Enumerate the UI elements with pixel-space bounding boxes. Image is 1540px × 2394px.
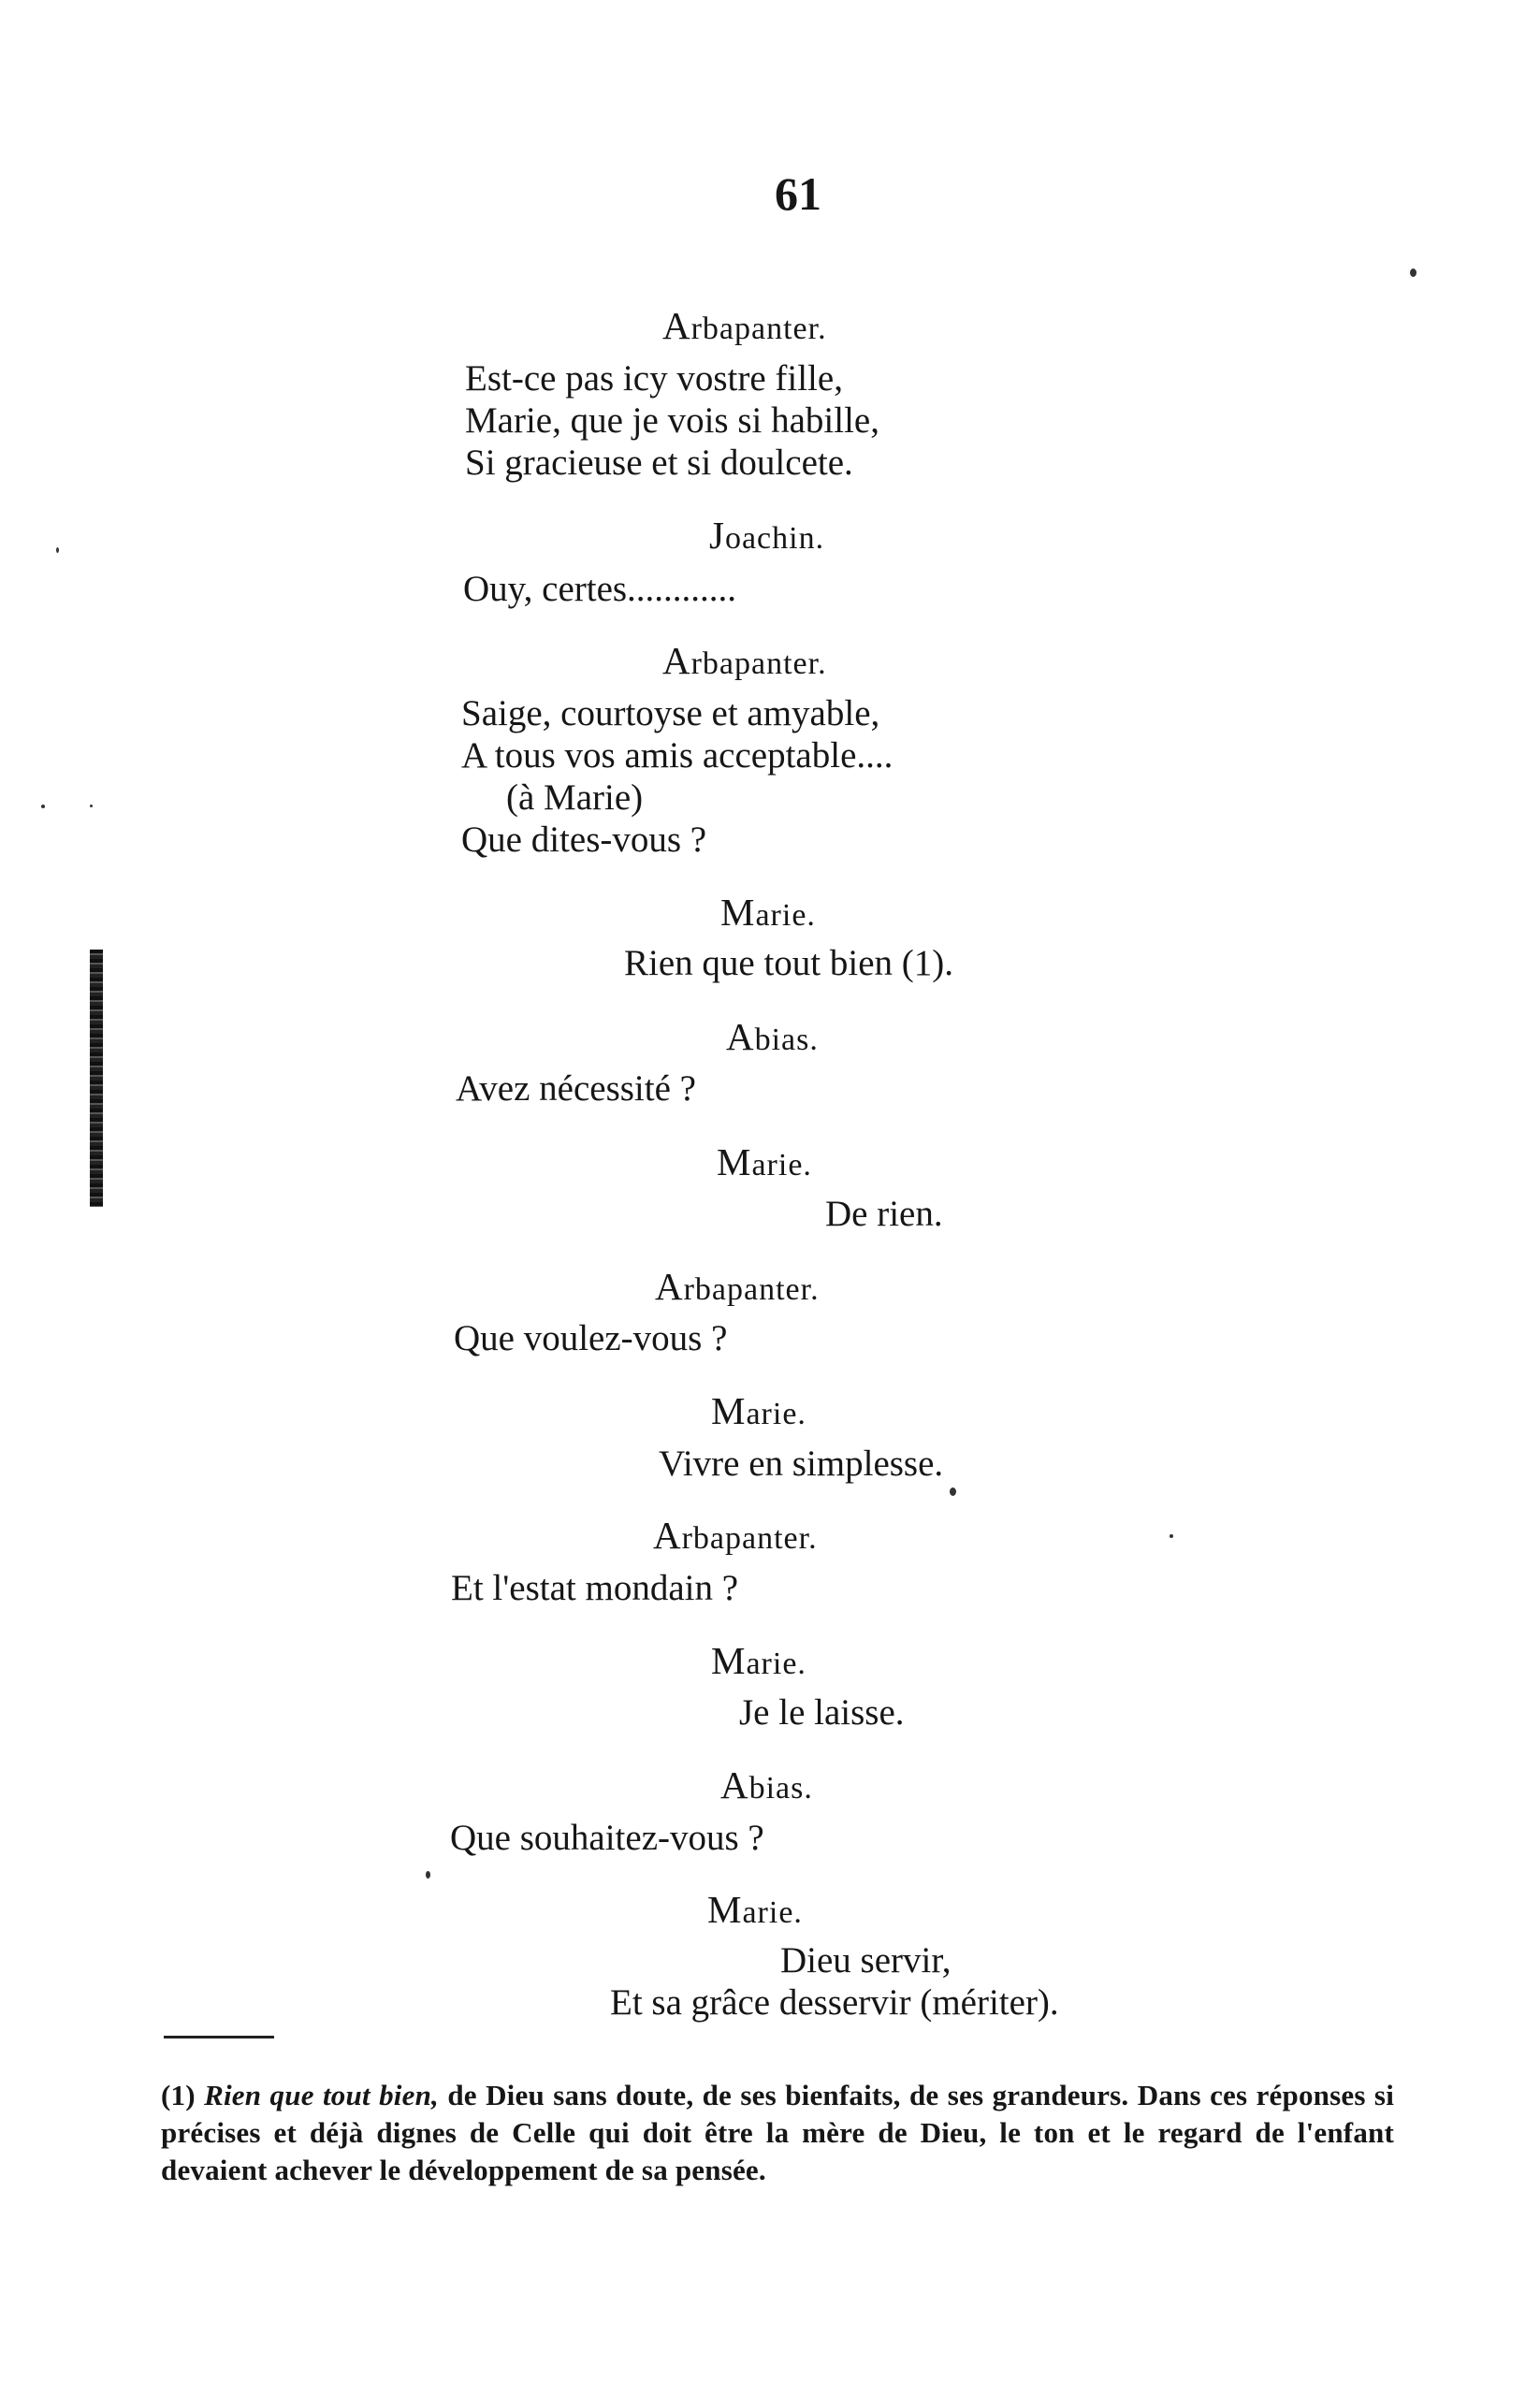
verse-line: Et sa grâce desservir (mériter). [610,1982,1059,2023]
speaker-name: Marie. [717,1140,812,1183]
speaker-name: Arbapanter. [655,1265,820,1308]
footnote [161,2077,1394,2189]
speaker-name: Marie. [707,1888,803,1931]
speaker-name: Arbapanter. [653,1514,818,1557]
scan-speck [1170,1534,1173,1538]
verse-line: Que dites-vous ? [461,820,707,860]
verse-line: De rien. [825,1194,943,1234]
verse-line: Dieu servir, [780,1940,952,1980]
verse-line: Ouy, certes............ [463,569,737,609]
footnote-marker: (1) [161,2079,196,2111]
speaker-name: Arbapanter. [662,639,827,682]
footnote-text: de Dieu sans doute, de ses bienfaits, de ses grandeurs. Dans ces réponses si précises et déjà dignes de Celle qui doit être la mère de Dieu, le ton et le regard de l'enfant devaient achever le développement de sa pensée. [161,2079,1395,2186]
verse-line: Et l'estat mondain ? [451,1568,739,1608]
verse-line: Avez nécessité ? [456,1068,696,1109]
speaker-name: Arbapanter. [662,304,827,347]
speaker-name: Abias. [720,1763,813,1806]
speaker-name: Marie. [711,1639,806,1682]
verse-line: Que souhaitez-vous ? [450,1818,764,1858]
verse-line: Vivre en simplesse. [659,1444,944,1484]
footnote-separator [164,2036,274,2039]
verse-line: Rien que tout bien (1). [624,943,954,983]
speaker-name: Abias. [726,1015,819,1058]
scan-speck [1410,268,1417,277]
verse-line: Je le laisse. [739,1692,905,1733]
stage-direction: (à Marie) [506,777,644,818]
footnote-emphasis: Rien que tout bien, [204,2079,439,2111]
verse-line: Si gracieuse et si doulcete. [465,443,853,483]
page-number: 61 [775,167,821,220]
speaker-name: Joachin. [709,514,825,557]
verse-line: Marie, que je vois si habille, [465,400,879,441]
verse-line: Est-ce pas icy vostre fille, [465,358,843,399]
scan-speck [41,805,45,808]
scan-speck [426,1871,430,1879]
scan-speck [950,1487,956,1496]
verse-line: Que voulez-vous ? [454,1318,728,1358]
verse-line: Saige, courtoyse et amyable, [461,693,880,733]
verse-line: A tous vos amis acceptable.... [461,735,893,776]
scan-speck [90,805,93,807]
speaker-name: Marie. [720,891,816,934]
scan-artifact-bar [90,950,103,1207]
speaker-name: Marie. [711,1389,806,1432]
scan-speck [56,547,59,553]
